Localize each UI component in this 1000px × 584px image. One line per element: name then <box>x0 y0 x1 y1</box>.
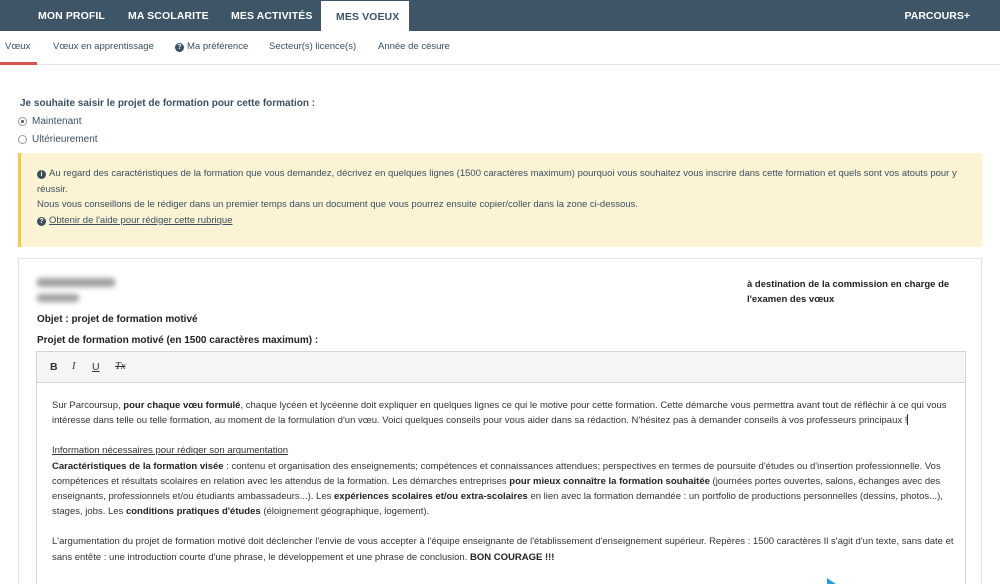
info-box <box>18 153 982 247</box>
help-link[interactable]: Obtenir de l'aide pour rédiger cette rubrique <box>49 214 233 226</box>
chevron-right-icon <box>827 578 836 584</box>
option-maintenant[interactable] <box>18 116 81 127</box>
top-navigation <box>0 0 1000 31</box>
info-line-1 <box>37 166 977 197</box>
form-question: Je souhaite saisir le projet de formation pour cette formation : <box>20 98 316 109</box>
letter-objet: Objet : projet de formation motivé <box>37 314 198 325</box>
info-help <box>37 213 982 229</box>
paragraph-2-heading: Information nécessaires pour rédiger son argumentation <box>52 445 289 457</box>
bold-button[interactable]: B <box>50 361 58 373</box>
question-icon: ? <box>175 43 184 52</box>
info-line-2: Nous vous conseillons de le rédiger dans un premier temps dans un document que vous pourrez ensuite copier/coller dans la zone ci-dessous. <box>37 199 638 210</box>
active-tab-indicator <box>0 62 37 65</box>
tab-mes-activites[interactable]: MES ACTIVITÉS <box>231 10 313 22</box>
radio-ulterieurement[interactable] <box>18 135 27 144</box>
option-ulterieurement[interactable] <box>18 134 98 145</box>
blurred-name <box>37 278 115 287</box>
paragraph-1: Sur Parcoursup, pour chaque vœu formulé, chaque lycéen et lycéenne doit expliquer en quelques lignes ce qui le motive pour cette formation. Cette démarche vous permettra avant tout de réfléchir à ce qui vous intéresse dans telle ou telle formation, au moment de la formulation d'un vœu. Voici quelques conseils pour vous aider dans sa rédaction. N'hésitez pas à demander conseils à vos professeurs principaux ! <box>52 400 947 427</box>
letter-destination: à destination de la commission en charge de l'examen des vœux <box>747 279 950 305</box>
underline-button[interactable]: U <box>92 361 100 373</box>
editor-toolbar <box>37 352 965 383</box>
subtab-voeux[interactable]: Vœux <box>5 41 31 52</box>
info-icon: i <box>37 170 46 179</box>
subtab-ma-preference-label: Ma préférence <box>187 41 249 52</box>
paragraph-3: L'argumentation du projet de formation motivé doit déclencher l'envie de vous accepter à l'équipe enseignante de l'établissement d'enseignement supérieur. Repères : 1500 caractères Il s'agit d'un texte, sans date et sans entête : une introduction courte d'une phrase, le développement et une phrase de conclusion. BON COURAGE !!! <box>52 536 954 563</box>
subtab-secteurs-licences[interactable]: Secteur(s) licence(s) <box>269 41 357 52</box>
subtab-annee-cesure[interactable]: Année de césure <box>378 41 450 52</box>
help-icon: ? <box>37 217 46 226</box>
radio-maintenant[interactable] <box>18 117 27 126</box>
parcours-plus-link[interactable]: PARCOURS+ <box>904 10 970 22</box>
tab-mes-voeux[interactable]: MES VOEUX <box>321 0 409 31</box>
option-ulterieurement-label: Ultérieurement <box>32 134 98 145</box>
sub-navigation <box>0 33 1000 65</box>
paragraph-2: Information nécessaires pour rédiger son argumentation Caractéristiques de la formation visée : contenu et organisation des enseignements; compétences et connaissances attendues; perspectives en termes de poursuite d'études ou d'insertion professionnelle. Vos compétences et résultats scolaires en relation avec les attendus de la formation. Les démarches entreprises pour mieux connaître la formation souhaitée (journées portes ouvertes, salons, échanges avec des enseignants, professionnels et/ou étudiants ambassadeurs...). Les expériences scolaires et/ou extra-scolaires en lien avec la formation demandée : un portfolio de productions personnelles (dessins, photos...), stages, jobs. Les conditions pratiques d'études (éloignement géographique, logement). <box>52 445 943 518</box>
letter-panel <box>18 258 982 584</box>
subtab-voeux-apprentissage[interactable]: Vœux en apprentissage <box>53 41 154 52</box>
clear-format-button[interactable]: Tx <box>115 361 126 372</box>
info-text-1: Au regard des caractéristiques de la formation que vous demandez, décrivez en quelques lignes (1500 caractères maximum) pourquoi vous souhaitez vous inscrire dans cette formation et quels sont vos atouts pour y réussir. <box>37 168 957 195</box>
rich-text-editor[interactable] <box>36 351 966 584</box>
option-maintenant-label: Maintenant <box>32 116 82 127</box>
editor-content[interactable] <box>52 398 957 580</box>
subtab-ma-preference[interactable] <box>175 41 248 52</box>
projet-field-label: Projet de formation motivé (en 1500 caractères maximum) : <box>37 335 319 346</box>
tab-mon-profil[interactable]: MON PROFIL <box>38 10 105 22</box>
blurred-id <box>37 294 79 302</box>
italic-button[interactable]: I <box>72 361 76 372</box>
text-caret <box>907 414 908 425</box>
tab-ma-scolarite[interactable]: MA SCOLARITE <box>128 10 209 22</box>
